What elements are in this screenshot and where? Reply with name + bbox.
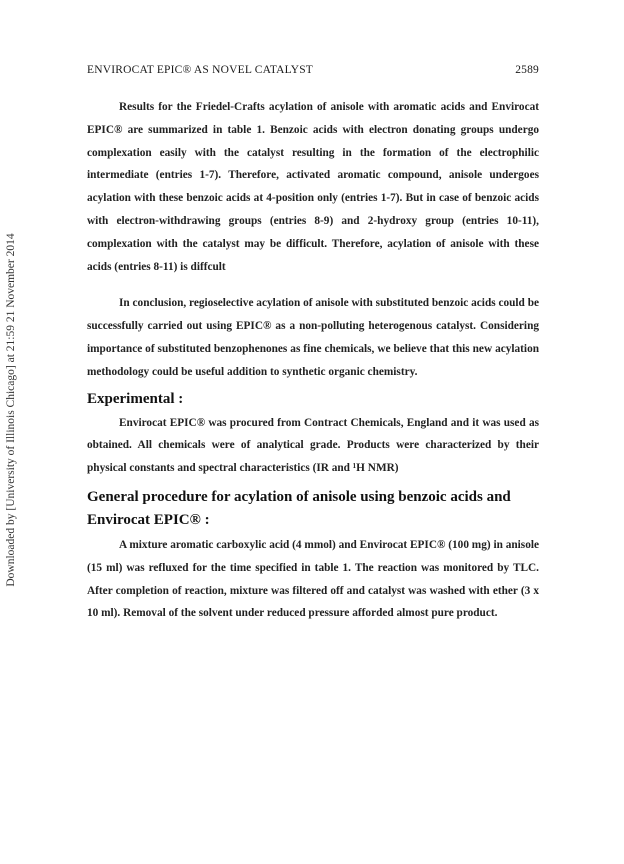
results-paragraph: Results for the Friedel-Crafts acylation of anisole with aromatic acids and Envirocat EPIC® are summarized in table 1. Benzoic acids with electron donating groups undergo complexation easily with the catalyst resulting in the formation of the electrophilic intermediate (entries 1-7). Therefore, activated aromatic compound, anisole undergoes acylation with these benzoic acids at 4-position only (entries 1-7). But in case of benzoic acids with electron-withdrawing groups (entries 8-9) and 2-hydroxy group (entries 10-11), complexation with the catalyst may be difficult. Therefore, acylation of anisole with these acids (entries 8-11) is diffcult [87,101,539,273]
procedure-heading: General procedure for acylation of anisole using benzoic acids and Envirocat EPIC® : [87,488,511,528]
conclusion-paragraph: In conclusion, regioselective acylation of anisole with substituted benzoic acids could be successfully carried out using EPIC® as a non-polluting heterogenous catalyst. Considering importance of substituted benzophenones as fine chemicals, we believe that this new acylation methodology could be useful addition to synthetic organic chemistry. [87,297,539,378]
download-watermark [2,140,20,680]
experimental-paragraph: Envirocat EPIC® was procured from Contract Chemicals, England and it was used as obtained. All chemicals were of analytical grade. Products were characterized by their physical constants and spectral characteristics (IR and ¹H NMR) [87,416,539,475]
procedure-paragraph: A mixture aromatic carboxylic acid (4 mmol) and Envirocat EPIC® (100 mg) in anisole (15 ml) was refluxed for the time specified in table 1. The reaction was monitored by TLC. After completion of reaction, mixture was filtered off and catalyst was washed with ether (3 x 10 ml). Removal of the solvent under reduced pressure afforded almost pure product. [87,538,539,620]
download-watermark-text: Downloaded by [University of Illinois Chicago] at 21:59 21 November 2014 [5,233,17,587]
page-body [87,96,539,625]
page-number: 2589 [515,64,539,76]
experimental-heading: Experimental : [87,390,184,407]
running-title: ENVIROCAT EPIC® AS NOVEL CATALYST [87,64,314,76]
page-header [87,64,539,76]
